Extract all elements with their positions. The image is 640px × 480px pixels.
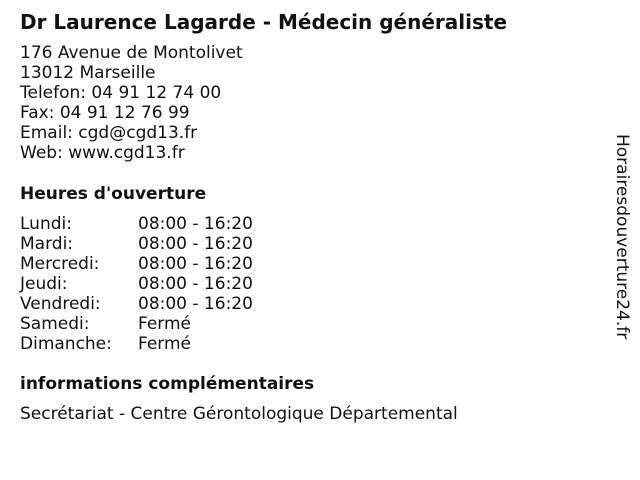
website-address: Web: www.cgd13.fr <box>20 143 185 163</box>
hours-row-tuesday <box>20 234 253 254</box>
hours-row-friday <box>20 294 253 314</box>
phone-number: Telefon: 04 91 12 74 00 <box>20 83 222 103</box>
page-title: Dr Laurence Lagarde - Médecin généraliste <box>20 10 508 34</box>
day-hours: 08:00 - 16:20 <box>138 254 253 274</box>
address-street: 176 Avenue de Montolivet <box>20 43 243 63</box>
opening-hours-heading: Heures d'ouverture <box>20 184 207 204</box>
day-label: Samedi: <box>20 314 90 334</box>
hours-row-monday <box>20 214 253 234</box>
day-hours: 08:00 - 16:20 <box>138 294 253 314</box>
address-city: 13012 Marseille <box>20 63 156 83</box>
hours-row-saturday <box>20 314 253 334</box>
hours-row-thursday <box>20 274 253 294</box>
opening-hours-table <box>20 214 253 354</box>
fax-number: Fax: 04 91 12 76 99 <box>20 103 190 123</box>
day-hours: Fermé <box>138 314 192 334</box>
day-hours: 08:00 - 16:20 <box>138 214 253 234</box>
day-hours: Fermé <box>138 334 192 354</box>
additional-info-text: Secrétariat - Centre Gérontologique Départemental <box>20 404 458 424</box>
day-label: Lundi: <box>20 214 72 234</box>
hours-row-sunday <box>20 334 253 354</box>
day-label: Jeudi: <box>20 274 68 294</box>
email-address: Email: cgd@cgd13.fr <box>20 123 198 143</box>
site-watermark: Horairesdouverture24.fr <box>612 134 632 340</box>
day-label: Mercredi: <box>20 254 100 274</box>
day-hours: 08:00 - 16:20 <box>138 274 253 294</box>
additional-info-heading: informations complémentaires <box>20 374 315 394</box>
contact-block <box>20 43 243 163</box>
day-hours: 08:00 - 16:20 <box>138 234 253 254</box>
day-label: Mardi: <box>20 234 74 254</box>
day-label: Vendredi: <box>20 294 101 314</box>
hours-row-wednesday <box>20 254 253 274</box>
day-label: Dimanche: <box>20 334 112 354</box>
